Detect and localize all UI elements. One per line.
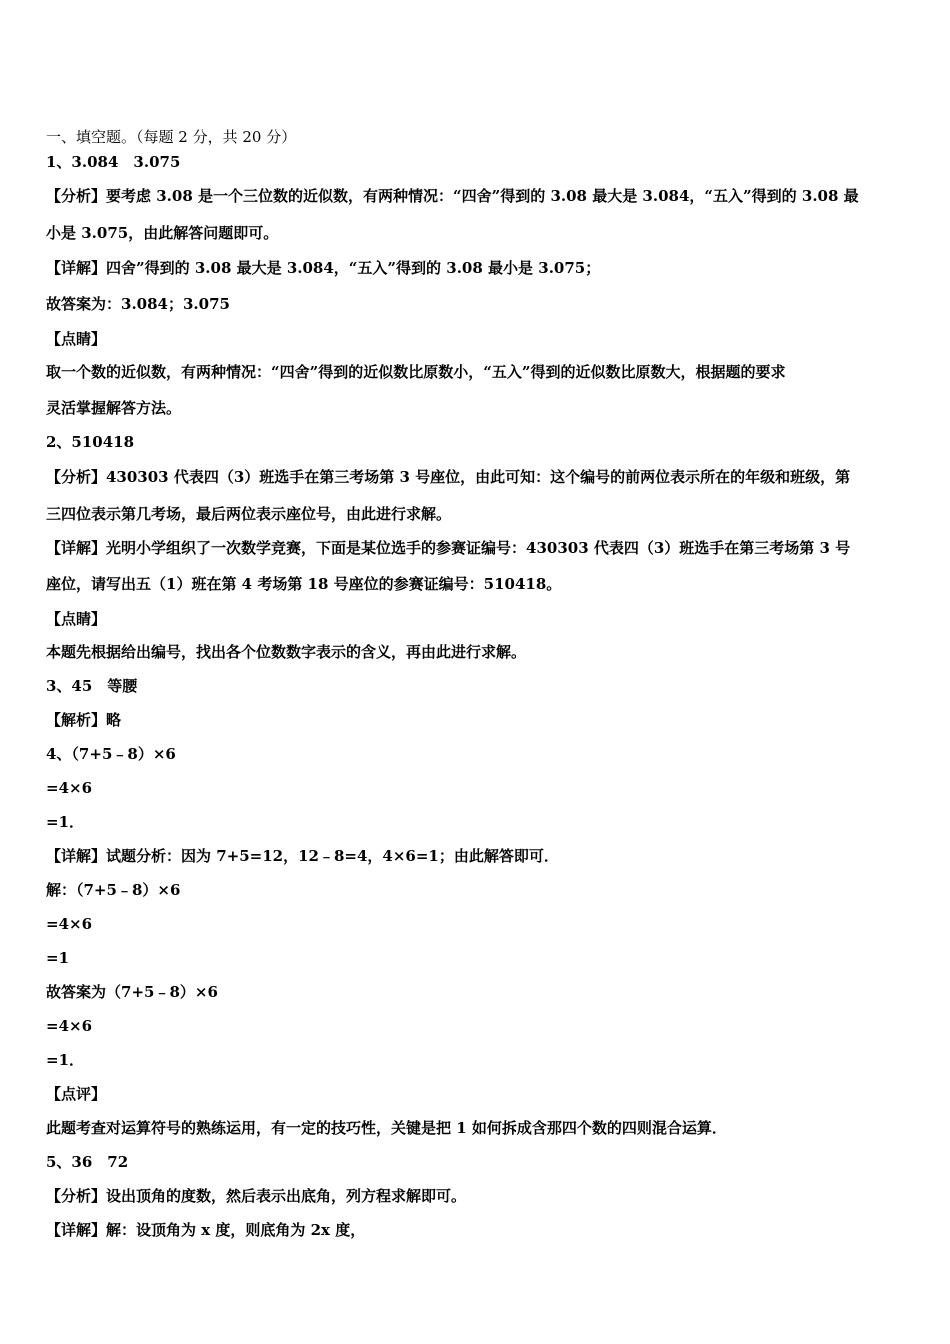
answer-2-detail: 【详解】光明小学组织了一次数学竞赛，下面是某位选手的参赛证编号：430303 代表四（3）班选手在第三考场第 3 号 xyxy=(46,539,851,557)
answer-1-heading: 1、3.084 3.075 xyxy=(46,153,181,171)
answer-2-detail-cont: 座位，请写出五（1）班在第 4 考场第 18 号座位的参赛证编号：510418。 xyxy=(46,575,562,593)
answer-4-solution: 解：（7+5﹣8）×6 xyxy=(46,881,181,899)
answer-2-comment-label: 【点睛】 xyxy=(46,610,107,628)
answer-4-review: 此题考查对运算符号的熟练运用，有一定的技巧性，关键是把 1 如何拆成含那四个数的四则混合运算． xyxy=(46,1119,727,1137)
answer-4-answer: 故答案为（7+5﹣8）×6 xyxy=(46,983,218,1001)
answer-5-detail: 【详解】解：设顶角为 x 度，则底角为 2x 度， xyxy=(46,1221,366,1239)
answer-2-heading: 2、510418 xyxy=(46,433,135,451)
answer-4-solution-step-1: =4×6 xyxy=(46,915,93,933)
answer-1-analysis-cont: 小是 3.075，由此解答问题即可。 xyxy=(46,224,279,242)
answer-3-heading: 3、45 等腰 xyxy=(46,677,138,695)
answer-5-analysis: 【分析】设出顶角的度数，然后表示出底角，列方程求解即可。 xyxy=(46,1187,467,1205)
answer-1-comment-cont: 灵活掌握解答方法。 xyxy=(46,399,182,417)
answer-2-analysis: 【分析】430303 代表四（3）班选手在第三考场第 3 号座位，由此可知：这个编号的前两位表示所在的年级和班级，第 xyxy=(46,468,851,486)
answer-1-result: 故答案为：3.084；3.075 xyxy=(46,295,230,313)
answer-4-step-2: =1． xyxy=(46,813,85,831)
answer-4-heading: 4、（7+5﹣8）×6 xyxy=(46,745,176,763)
answer-4-solution-step-2: =1 xyxy=(46,949,70,967)
answer-4-detail: 【详解】试题分析：因为 7+5=12，12﹣8=4，4×6=1；由此解答即可． xyxy=(46,847,559,865)
answer-4-answer-step-2: =1． xyxy=(46,1051,85,1069)
answer-4-review-label: 【点评】 xyxy=(46,1085,107,1103)
answer-1-comment-label: 【点睛】 xyxy=(46,330,107,348)
answer-2-comment: 本题先根据给出编号，找出各个位数数字表示的含义，再由此进行求解。 xyxy=(46,643,527,661)
section-title: 一、填空题。（每题 2 分，共 20 分） xyxy=(46,128,297,146)
answer-1-comment: 取一个数的近似数，有两种情况：“四舍”得到的近似数比原数小，“五入”得到的近似数比原数大，根据题的要求 xyxy=(46,363,786,381)
answer-1-detail: 【详解】四舍”得到的 3.08 最大是 3.084，“五入”得到的 3.08 最小是 3.075； xyxy=(46,259,601,277)
answer-5-heading: 5、36 72 xyxy=(46,1153,129,1171)
answer-2-analysis-cont: 三四位表示第几考场，最后两位表示座位号，由此进行求解。 xyxy=(46,505,452,523)
answer-4-step-1: =4×6 xyxy=(46,779,93,797)
answer-1-analysis: 【分析】要考虑 3.08 是一个三位数的近似数，有两种情况：“四舍”得到的 3.08 最大是 3.084，“五入”得到的 3.08 最 xyxy=(46,187,859,205)
answer-3-analysis: 【解析】略 xyxy=(46,711,122,729)
answer-4-answer-step-1: =4×6 xyxy=(46,1017,93,1035)
